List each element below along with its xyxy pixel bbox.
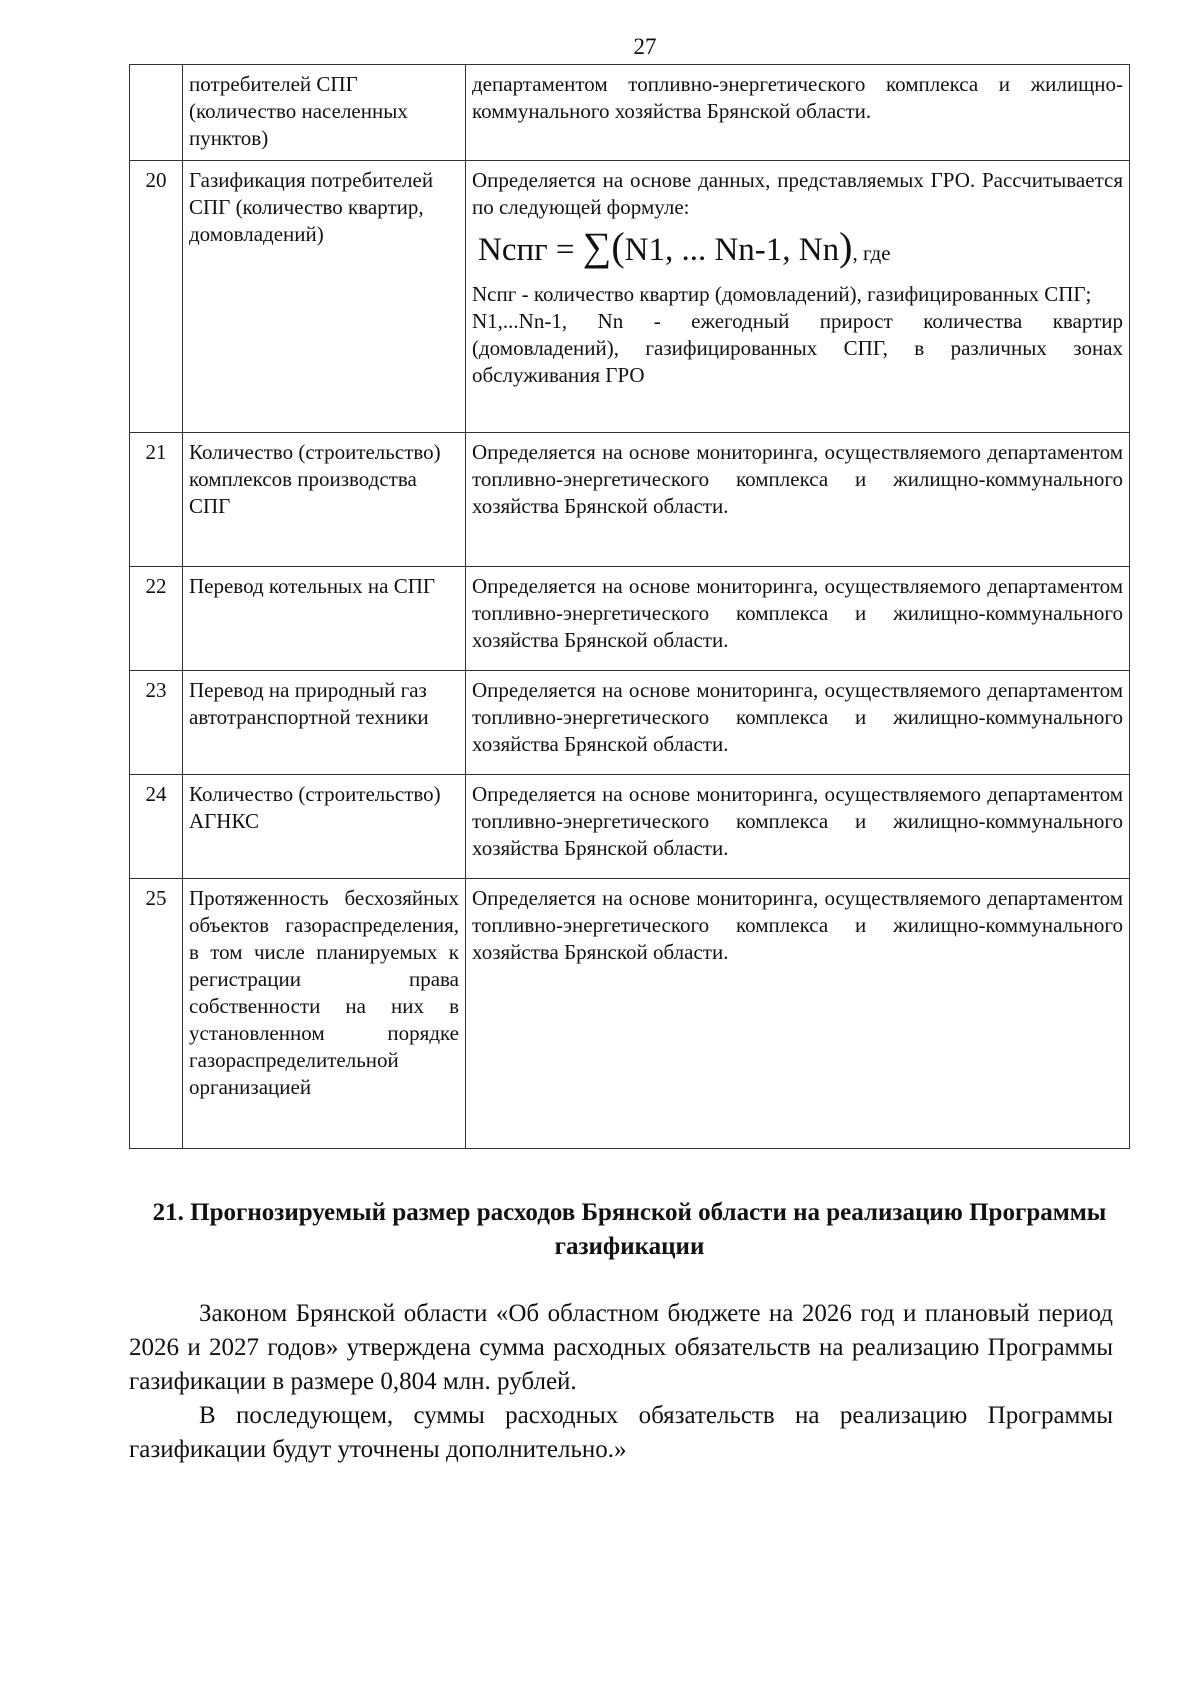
indicator-name: Перевод котельных на СПГ <box>183 567 466 671</box>
table-row <box>130 433 1130 567</box>
table-row <box>130 65 1130 161</box>
indicator-method: департаментом топливно-энергетического комплекса и жилищно-коммунального хозяйства Брянской области. <box>466 65 1130 161</box>
indicator-method: Определяется на основе мониторинга, осуществляемого департаментом топливно-энергетического комплекса и жилищно-коммунального хозяйства Брянской области. <box>466 671 1130 775</box>
table-row <box>130 879 1130 1149</box>
indicator-name: потребителей СПГ (количество населенных пунктов) <box>183 65 466 161</box>
table-row <box>130 671 1130 775</box>
row-number <box>130 65 183 161</box>
indicator-method <box>466 161 1130 433</box>
indicator-name: Протяженность бесхозяйных объектов газораспределения, в том числе планируемых к регистрации права собственности на них в установленном порядке газораспределительной организацией <box>183 879 466 1149</box>
sigma-symbol: ∑ <box>582 224 612 269</box>
formula <box>478 223 1123 277</box>
indicator-name: Перевод на природный газ автотранспортной техники <box>183 671 466 775</box>
indicator-name: Количество (строительство) комплексов производства СПГ <box>183 433 466 567</box>
paragraph: В последующем, суммы расходных обязательств на реализацию Программы газификации будут уточнены дополнительно.» <box>129 1402 1113 1463</box>
formula-definition: N1,...Nn-1, Nn - ежегодный прирост количества квартир (домовладений), газифицированных СПГ, в различных зонах обслуживания ГРО <box>472 309 1123 387</box>
formula-lhs: Nспг = <box>478 232 583 268</box>
row-number: 23 <box>130 671 183 775</box>
row-number: 24 <box>130 775 183 879</box>
table-row <box>130 161 1130 433</box>
row-number: 21 <box>130 433 183 567</box>
indicator-method: Определяется на основе мониторинга, осуществляемого департаментом топливно-энергетического комплекса и жилищно-коммунального хозяйства Брянской области. <box>466 879 1130 1149</box>
page-number: 27 <box>633 34 657 59</box>
indicator-method: Определяется на основе мониторинга, осуществляемого департаментом топливно-энергетического комплекса и жилищно-коммунального хозяйства Брянской области. <box>466 433 1130 567</box>
indicator-method: Определяется на основе мониторинга, осуществляемого департаментом топливно-энергетического комплекса и жилищно-коммунального хозяйства Брянской области. <box>466 775 1130 879</box>
row-number: 22 <box>130 567 183 671</box>
indicator-method: Определяется на основе мониторинга, осуществляемого департаментом топливно-энергетического комплекса и жилищно-коммунального хозяйства Брянской области. <box>466 567 1130 671</box>
formula-where: , где <box>852 241 891 265</box>
indicator-name: Количество (строительство) АГНКС <box>183 775 466 879</box>
formula-definition: Nспг - количество квартир (домовладений), газифицированных СПГ; <box>472 282 1092 306</box>
formula-args: N1, ... Nn-1, Nn <box>624 232 840 268</box>
paragraph: Законом Брянской области «Об областном бюджете на 2026 год и плановый период 2026 и 2027 годов» утверждена сумма расходных обязательств на реализацию Программы газификации в размере 0,804 млн. рублей. <box>129 1300 1113 1395</box>
formula-open-paren: ( <box>611 224 625 269</box>
table-row <box>130 775 1130 879</box>
section-body <box>129 1297 1113 1467</box>
method-intro: Определяется на основе данных, представляемых ГРО. Рассчитывается по следующей формуле: <box>472 168 1123 219</box>
formula-close-paren: ) <box>839 224 853 269</box>
indicator-name: Газификация потребителей СПГ (количество квартир, домовладений) <box>183 161 466 433</box>
row-number: 20 <box>130 161 183 433</box>
indicators-table <box>129 64 1130 1149</box>
section-title: 21. Прогнозируемый размер расходов Брянской области на реализацию Программы газификации <box>152 1199 1107 1260</box>
row-number: 25 <box>130 879 183 1149</box>
table-row <box>130 567 1130 671</box>
